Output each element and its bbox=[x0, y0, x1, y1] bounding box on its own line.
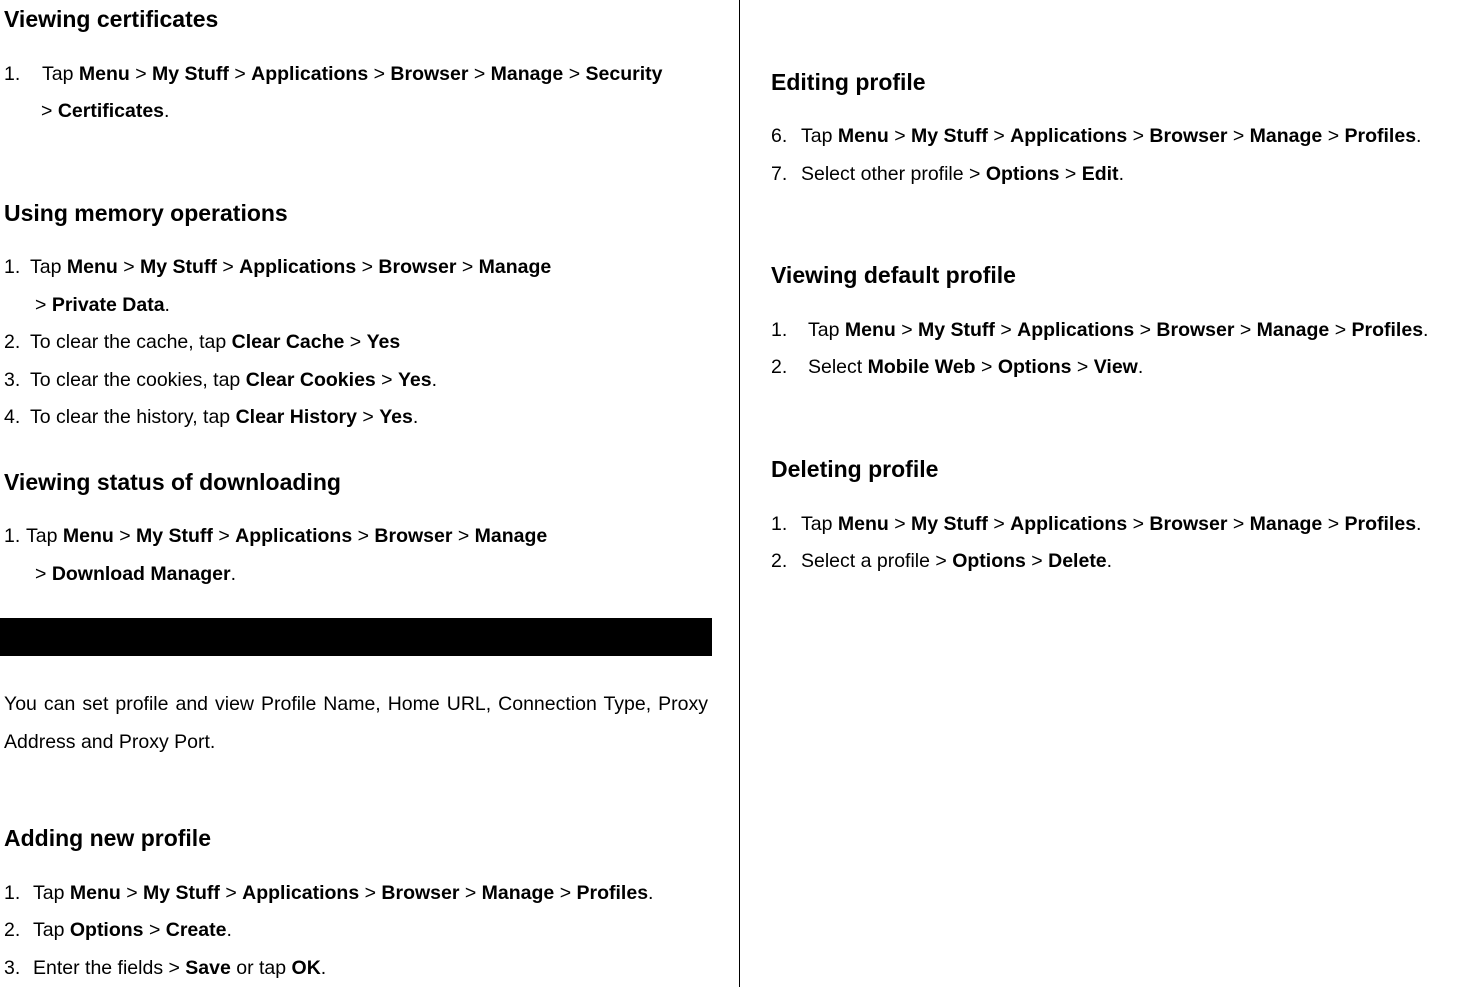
heading-editing-profile: Editing profile bbox=[771, 69, 926, 95]
editing-step-6: 6. Tap Menu > My Stuff > Applications > Browser > Manage > Profiles. bbox=[771, 125, 1422, 147]
downloading-step-1-continued: > Download Manager. bbox=[35, 563, 237, 585]
default-step-2: 2. Select Mobile Web > Options > View. bbox=[771, 356, 1144, 378]
memory-step-1: 1. Tap Menu > My Stuff > Applications > Browser > Manage bbox=[4, 256, 552, 278]
memory-step-3: 3. To clear the cookies, tap Clear Cookies > Yes. bbox=[4, 369, 438, 391]
adding-step-2: 2. Tap Options > Create. bbox=[4, 919, 232, 941]
heading-deleting-profile: Deleting profile bbox=[771, 456, 939, 482]
default-step-1: 1. Tap Menu > My Stuff > Applications > Browser > Manage > Profiles. bbox=[771, 319, 1429, 341]
memory-step-4: 4. To clear the history, tap Clear History > Yes. bbox=[4, 406, 419, 428]
section-header-bar bbox=[0, 618, 712, 656]
certificates-step-1-continued: > Certificates. bbox=[41, 100, 170, 122]
adding-step-1: 1. Tap Menu > My Stuff > Applications > Browser > Manage > Profiles. bbox=[4, 882, 654, 904]
deleting-step-1: 1. Tap Menu > My Stuff > Applications > Browser > Manage > Profiles. bbox=[771, 513, 1422, 535]
column-divider bbox=[739, 0, 740, 987]
heading-viewing-certificates: Viewing certificates bbox=[4, 6, 219, 32]
heading-adding-new-profile: Adding new profile bbox=[4, 825, 211, 851]
heading-viewing-status-of-downloading: Viewing status of downloading bbox=[4, 469, 341, 495]
certificates-step-1: 1. Tap Menu > My Stuff > Applications > Browser > Manage > Security bbox=[4, 63, 663, 85]
deleting-step-2: 2. Select a profile > Options > Delete. bbox=[771, 550, 1113, 572]
editing-step-7: 7. Select other profile > Options > Edit. bbox=[771, 163, 1124, 185]
memory-step-1-continued: > Private Data. bbox=[35, 294, 170, 316]
heading-using-memory-operations: Using memory operations bbox=[4, 200, 288, 226]
memory-step-2: 2. To clear the cache, tap Clear Cache > Yes bbox=[4, 331, 401, 353]
heading-viewing-default-profile: Viewing default profile bbox=[771, 262, 1016, 288]
adding-step-3: 3. Enter the fields > Save or tap OK. bbox=[4, 957, 327, 979]
profile-intro-paragraph: You can set profile and view Profile Name, Home URL, Connection Type, Proxy Address and Proxy Port. bbox=[4, 693, 708, 753]
downloading-step-1: 1. Tap Menu > My Stuff > Applications > Browser > Manage bbox=[4, 525, 548, 547]
